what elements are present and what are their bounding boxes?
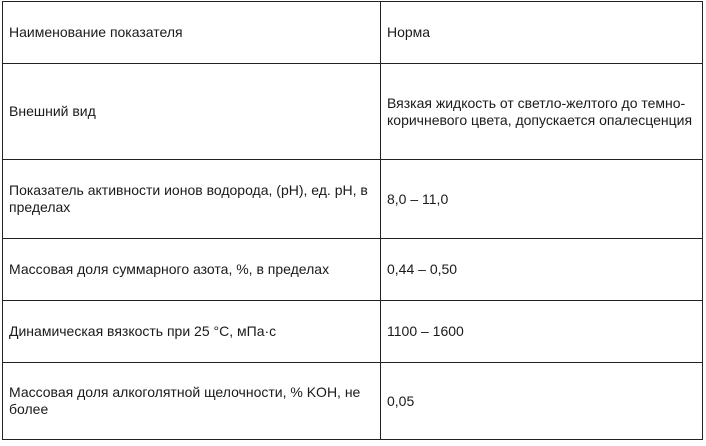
indicator-cell: Внешний вид xyxy=(3,64,381,160)
header-indicator: Наименование показателя xyxy=(3,2,381,64)
specification-table xyxy=(2,1,703,440)
header-norm: Норма xyxy=(381,2,703,64)
table-row xyxy=(3,160,703,239)
table-row xyxy=(3,301,703,363)
table-header-row xyxy=(3,2,703,64)
norm-cell: 1100 – 1600 xyxy=(381,301,703,363)
indicator-cell: Массовая доля суммарного азота, %, в пределах xyxy=(3,239,381,301)
indicator-cell: Динамическая вязкость при 25 °C, мПа·с xyxy=(3,301,381,363)
table-row xyxy=(3,239,703,301)
table-row xyxy=(3,363,703,440)
norm-cell: 0,05 xyxy=(381,363,703,440)
norm-cell: Вязкая жидкость от светло-желтого до темно-коричневого цвета, допускается опалесценция xyxy=(381,64,703,160)
table-row xyxy=(3,64,703,160)
indicator-cell: Массовая доля алкоголятной щелочности, % KOH, не более xyxy=(3,363,381,440)
norm-cell: 0,44 – 0,50 xyxy=(381,239,703,301)
norm-cell: 8,0 – 11,0 xyxy=(381,160,703,239)
indicator-cell: Показатель активности ионов водорода, (pH), ед. pH, в пределах xyxy=(3,160,381,239)
